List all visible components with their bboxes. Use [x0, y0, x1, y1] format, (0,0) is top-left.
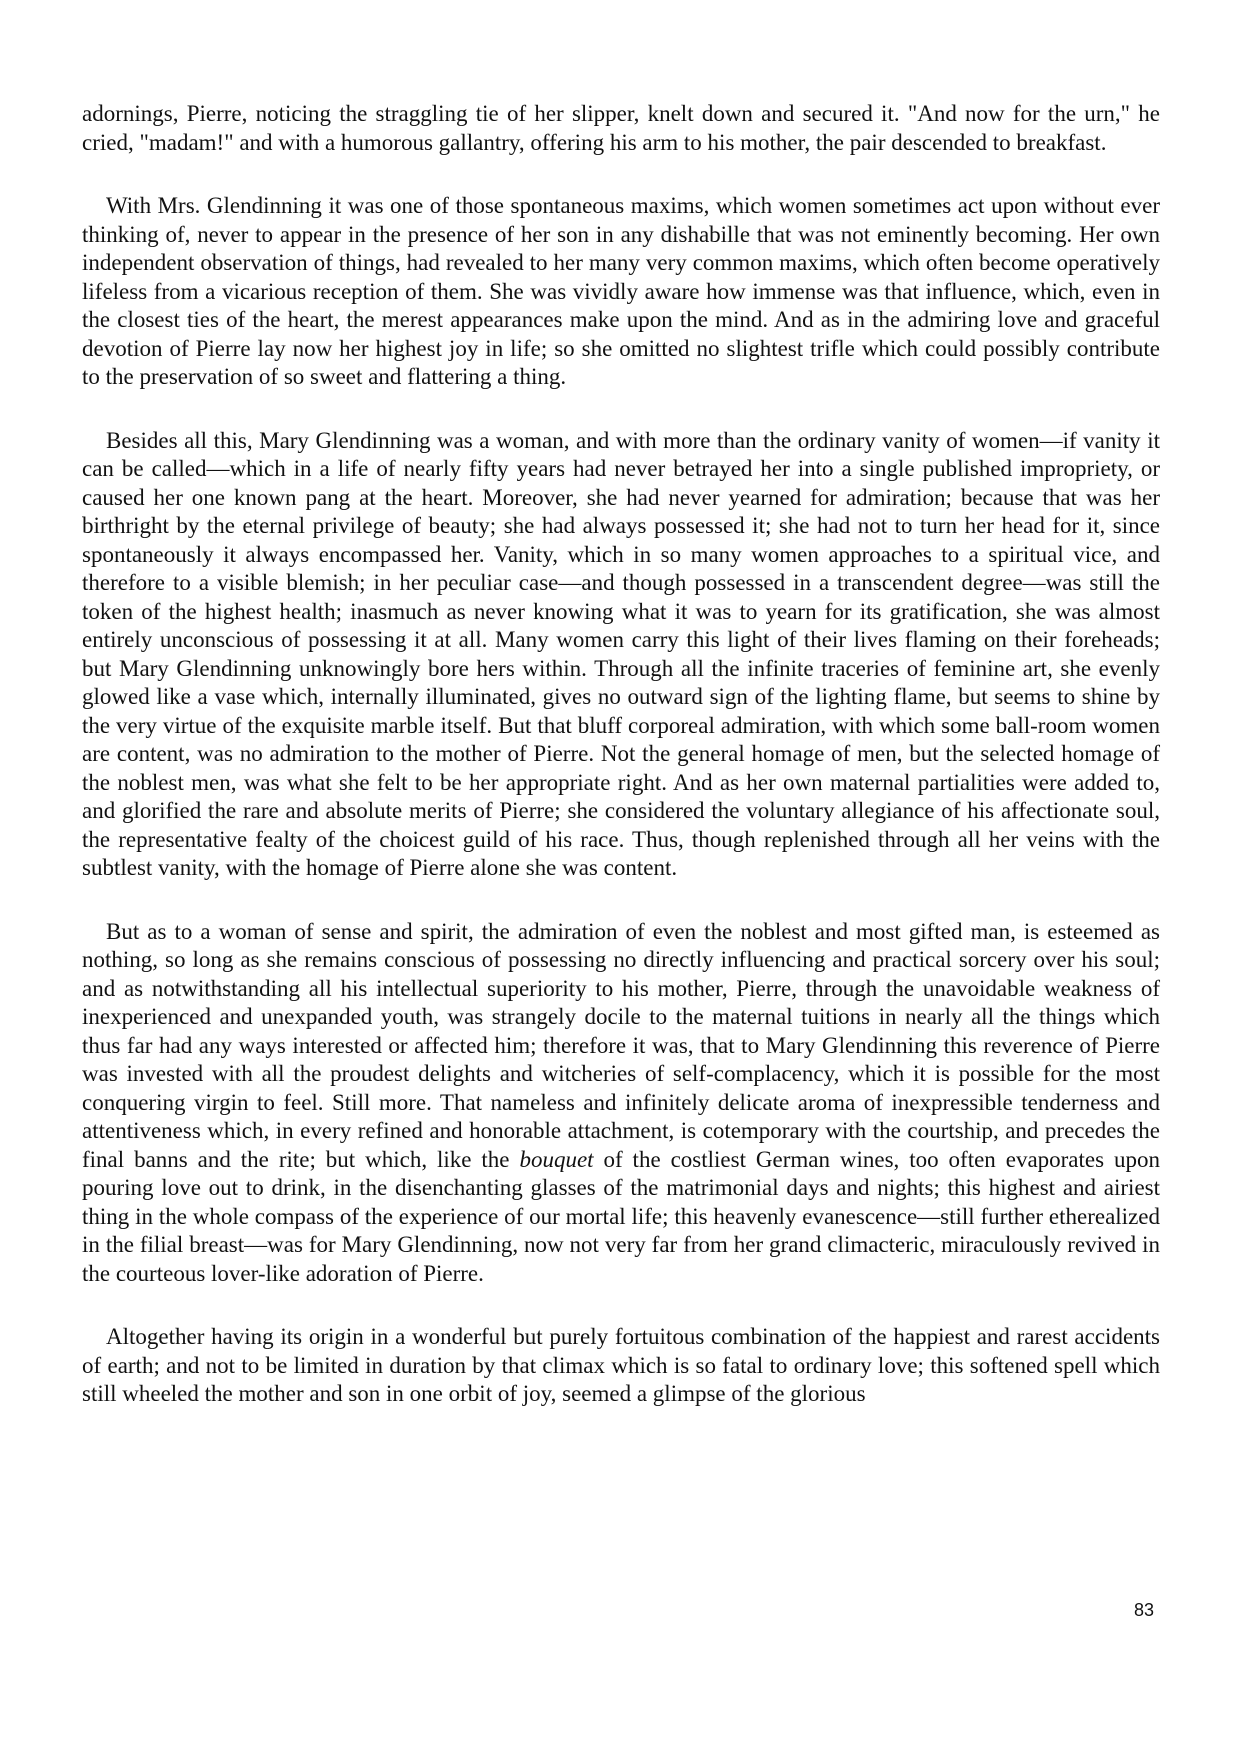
paragraph-4 — [82, 918, 1160, 1289]
paragraph-4-italic-word: bouquet — [519, 1146, 594, 1172]
paragraph-2: With Mrs. Glendinning it was one of those spontaneous maxims, which women sometimes act upon without ever thinking of, never to appear in the presence of her son in any dishabille that was not eminently becoming. Her own independent observation of things, had revealed to her many very common maxims, which often become operatively lifeless from a vicarious reception of them. She was vividly aware how immense was that influence, which, even in the closest ties of the heart, the merest appearances make upon the mind. And as in the admiring love and graceful devotion of Pierre lay now her highest joy in life; so she omitted no slightest trifle which could possibly contribute to the preservation of so sweet and flattering a thing. — [82, 193, 1160, 389]
document-page — [82, 100, 1160, 1444]
paragraph-4-text-start: But as to a woman of sense and spirit, the admiration of even the noblest and most gifted man, is esteemed as nothing, so long as she remains conscious of possessing no directly influencing and practical sorcery over his soul; and as notwithstanding all his intellectual superiority to his mother, Pierre, through the unavoidable weakness of inexperienced and unexpanded youth, was strangely docile to the maternal tuitions in nearly all the things which thus far had any ways interested or affected him; therefore it was, that to Mary Glendinning this reverence of Pierre was invested with all the proudest delights and witcheries of self-complacency, which it is possible for the most conquering virgin to feel. Still more. That nameless and infinitely delicate aroma of inexpressible tenderness and attentiveness which, in every refined and honorable attachment, is cotemporary with the courtship, and precedes the final banns and the rite; but which, like the — [82, 918, 1160, 1172]
page-number: 83 — [1134, 1600, 1155, 1620]
paragraph-5: Altogether having its origin in a wonderful but purely fortuitous combination of the happiest and rarest accidents of earth; and not to be limited in duration by that climax which is so fatal to ordinary love; this softened spell which still wheeled the mother and son in one orbit of joy, seemed a glimpse of the glorious — [82, 1324, 1160, 1406]
paragraph-3: Besides all this, Mary Glendinning was a woman, and with more than the ordinary vanity of women—if vanity it can be called—which in a life of nearly fifty years had never betrayed her into a single published impropriety, or caused her one known pang at the heart. Moreover, she had never yearned for admiration; because that was her birthright by the eternal privilege of beauty; she had always possessed it; she had not to turn her head for it, since spontaneously it always encompassed her. Vanity, which in so many women approaches to a spiritual vice, and therefore to a visible blemish; in her peculiar case—and though possessed in a transcendent degree—was still the token of the highest health; inasmuch as never knowing what it was to yearn for its gratification, she was almost entirely unconscious of possessing it at all. Many women carry this light of their lives flaming on their foreheads; but Mary Glendinning unknowingly bore hers within. Through all the infinite traceries of feminine art, she evenly glowed like a vase which, internally illuminated, gives no outward sign of the lighting flame, but seems to shine by the very virtue of the exquisite marble itself. But that bluff corporeal admiration, with which some ball-room women are content, was no admiration to the mother of Pierre. Not the general homage of men, but the selected homage of the noblest men, was what she felt to be her appropriate right. And as her own maternal partialities were added to, and glorified the rare and absolute merits of Pierre; she considered the voluntary allegiance of his affectionate soul, the representative fealty of the choicest guild of his race. Thus, though replenished through all her veins with the subtlest vanity, with the homage of Pierre alone she was content. — [82, 427, 1160, 880]
paragraph-1: adornings, Pierre, noticing the straggling tie of her slipper, knelt down and secured it. "And now for the urn," he cried, "madam!" and with a humorous gallantry, offering his arm to his mother, the pair descended to breakfast. — [82, 101, 1160, 155]
paragraph-4-text-end: of the costliest German wines, too often evaporates upon pouring love out to drink, in the disenchanting glasses of the matrimonial days and nights; this highest and airiest thing in the whole compass of the experience of our mortal life; this heavenly evanescence—still further etherealized in the filial breast—was for Mary Glendinning, now not very far from her grand climacteric, miraculously revived in the courteous lover-like adoration of Pierre. — [82, 1146, 1160, 1286]
